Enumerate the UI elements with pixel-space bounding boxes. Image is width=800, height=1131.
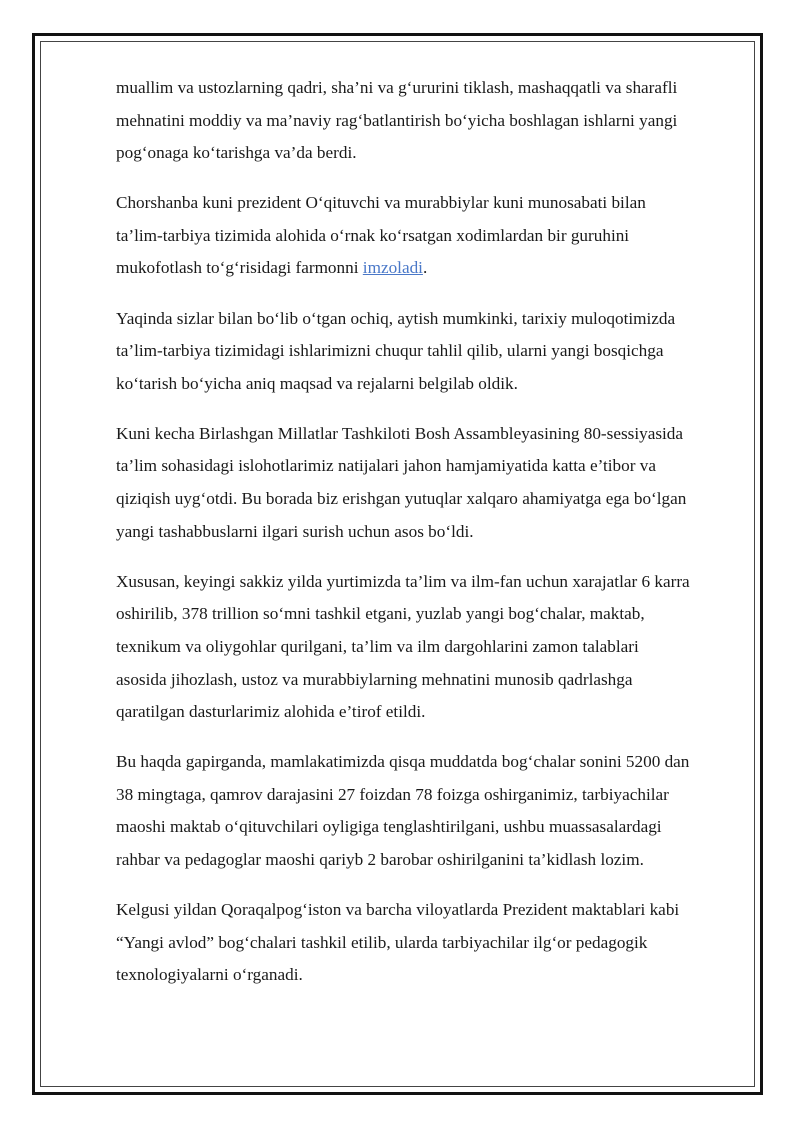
paragraph-5: Xususan, keyingi sakkiz yilda yurtimizda ta’lim va ilm-fan uchun xarajatlar 6 karra oshirilib, 378 trillion so‘mni tashkil etgani, yuzlab yangi bog‘chalar, maktab, texnikum va oliygohlar qurilgani, ta’lim va ilm dargohlarini zamon talablari asosida jihozlash, ustoz va murabbiylarning mehnatini munosib qadrlashga qaratilgan dasturlarimiz alohida e’tirof etildi. [116,571,690,722]
paragraph-1: muallim va ustozlarning qadri, sha’ni va g‘ururini tiklash, mashaqqatli va sharafli mehnatini moddiy va ma’naviy rag‘batlantirish bo‘yicha boshlagan ishlarni yangi pog‘onaga ko‘tarishga va’da berdi. [116,78,678,163]
paragraph-2-text: Chorshanba kuni prezident O‘qituvchi va murabbiylar kuni munosabati bilan ta’lim-tarbiya tizimida alohida o‘rnak ko‘rsatgan xodimlardan bir guruhini mukofotlash to‘g‘risidagi farmonni [116,193,646,278]
paragraph-2-end: . [422,258,428,278]
paragraph-2 [116,187,746,285]
paragraph-7: Kelgusi yildan Qoraqalpog‘iston va barcha viloyatlarda Prezident maktablari kabi “Yangi avlod” bog‘chalari tashkil etilib, ularda tarbiyachilar ilg‘or pedagogik texnologiyalarni o‘rganadi. [116,900,680,985]
paragraph-4: Kuni kecha Birlashgan Millatlar Tashkiloti Bosh Assambleyasining 80-sessiyasida ta’lim sohasidagi islohotlarimiz natijalari jahon hamjamiyatida katta e’tibor va qiziqish uyg‘otdi. Bu borada biz erishgan yutuqlar xalqaro ahamiyatga ega bo‘lgan yangi tashabbuslarni ilgari surish uchun asos bo‘ldi. [116,423,687,541]
paragraph-6: Bu haqda gapirganda, mamlakatimizda qisqa muddatda bog‘chalar sonini 5200 dan 38 mingtaga, qamrov darajasini 27 foizdan 78 foizga oshirganimiz, tarbiyachilar maoshi maktab o‘qituvchilari oyligiga tenglashtirilgani, ushbu muassasalardagi rahbar va pedagoglar maoshi qariyb 2 barobar oshirilganini ta’kidlash lozim. [116,752,690,869]
imzoladi-link[interactable]: imzoladi [362,258,423,278]
document-body [116,72,746,1009]
paragraph-3: Yaqinda sizlar bilan bo‘lib o‘tgan ochiq, aytish mumkinki, tarixiy muloqotimizda ta’lim-tarbiya tizimidagi ishlarimizni chuqur tahlil qilib, ularni yangi bosqichga ko‘tarish bo‘yicha aniq maqsad va rejalarni belgilab oldik. [116,308,676,393]
